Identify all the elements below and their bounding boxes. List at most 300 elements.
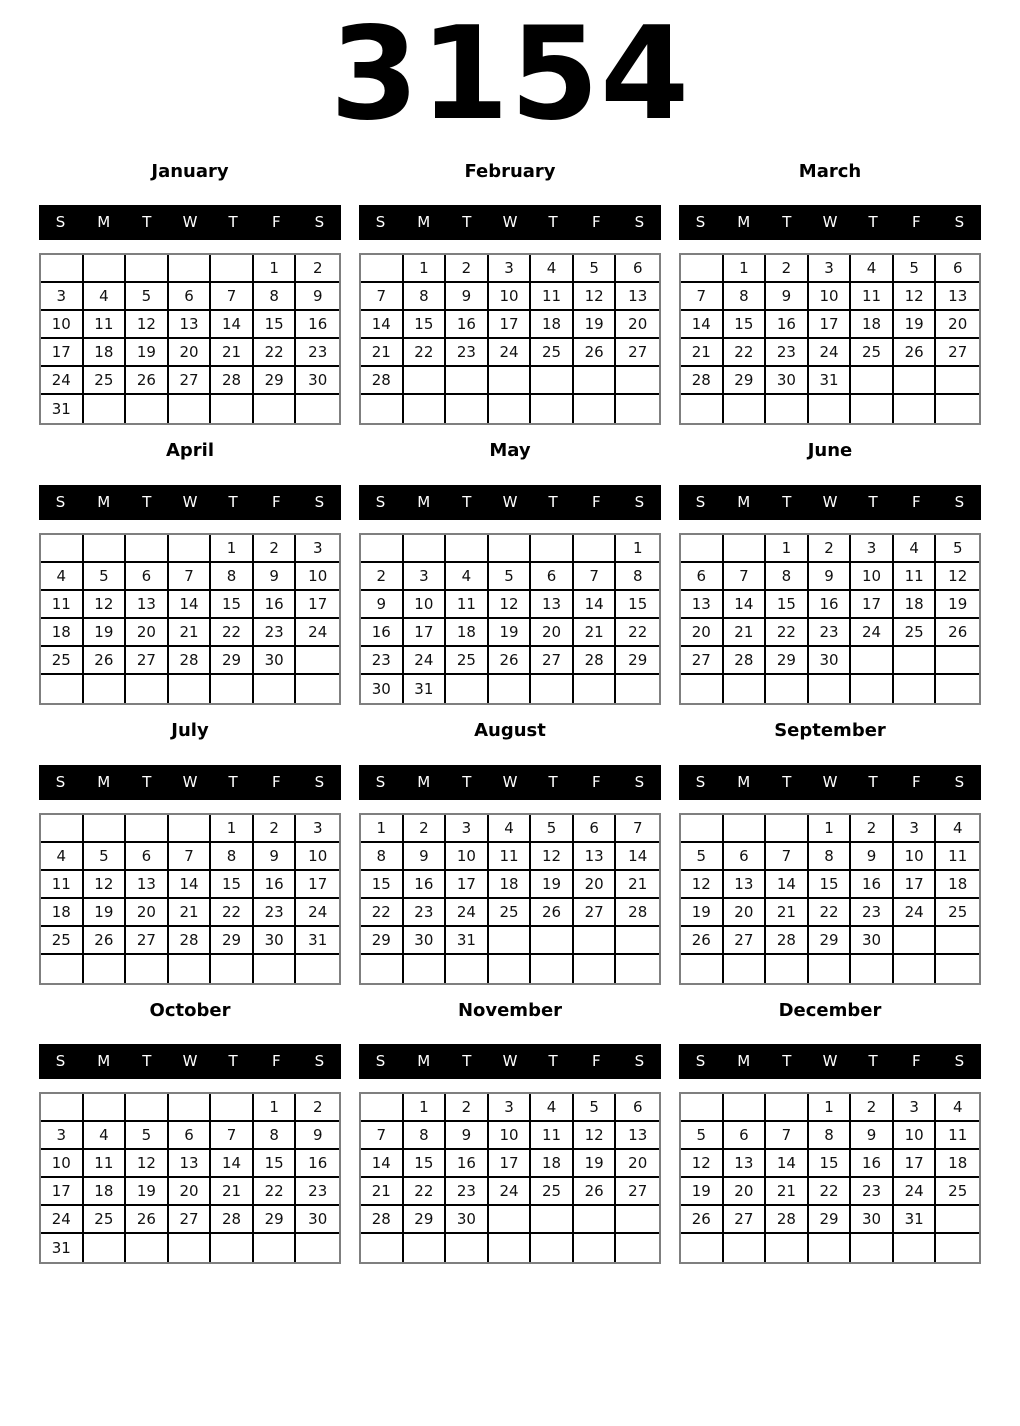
date-cell: 12 xyxy=(84,871,127,899)
date-cell: 16 xyxy=(766,311,809,339)
date-cell: 8 xyxy=(211,843,254,871)
weekday-label: F xyxy=(271,1052,281,1071)
date-cell: 25 xyxy=(531,339,574,367)
empty-date-cell xyxy=(169,815,212,843)
date-cell: 1 xyxy=(404,255,447,283)
date-cell: 6 xyxy=(126,843,169,871)
date-cell: 30 xyxy=(254,927,297,955)
date-cell: 20 xyxy=(169,339,212,367)
date-cell: 10 xyxy=(446,843,489,871)
weekday-label: F xyxy=(271,213,281,232)
weekday-header-row xyxy=(39,765,341,800)
weekday-label: M xyxy=(97,213,111,232)
weekday-label: S xyxy=(695,492,706,511)
empty-date-cell xyxy=(574,927,617,955)
date-cell: 26 xyxy=(894,339,937,367)
empty-date-cell xyxy=(126,955,169,983)
weekday-label: M xyxy=(417,1052,431,1071)
date-cell: 18 xyxy=(489,871,532,899)
date-cell: 6 xyxy=(169,283,212,311)
date-cell: 7 xyxy=(574,563,617,591)
weekday-label: M xyxy=(97,1052,111,1071)
date-cell: 15 xyxy=(361,871,404,899)
date-cell: 23 xyxy=(809,619,852,647)
date-cell: 1 xyxy=(809,1094,852,1122)
weekday-label: M xyxy=(97,492,111,511)
date-cell: 10 xyxy=(809,283,852,311)
date-cell: 7 xyxy=(616,815,659,843)
empty-date-cell xyxy=(211,255,254,283)
empty-date-cell xyxy=(936,395,979,423)
date-cell: 26 xyxy=(126,367,169,395)
date-cell: 22 xyxy=(254,339,297,367)
weekday-label: S xyxy=(314,772,325,791)
date-cell: 15 xyxy=(211,591,254,619)
date-cell: 28 xyxy=(681,367,724,395)
weekday-label: M xyxy=(737,492,751,511)
date-cell: 31 xyxy=(894,1206,937,1234)
month-block xyxy=(679,1001,981,1265)
empty-date-cell xyxy=(404,535,447,563)
weekday-label: M xyxy=(417,213,431,232)
empty-date-cell xyxy=(894,367,937,395)
date-cell: 4 xyxy=(936,1094,979,1122)
date-cell: 10 xyxy=(296,563,339,591)
date-grid xyxy=(39,533,341,705)
date-cell: 17 xyxy=(446,871,489,899)
empty-date-cell xyxy=(126,535,169,563)
empty-date-cell xyxy=(254,395,297,423)
date-cell: 27 xyxy=(616,339,659,367)
empty-date-cell xyxy=(851,647,894,675)
empty-date-cell xyxy=(809,955,852,983)
empty-date-cell xyxy=(169,395,212,423)
weekday-label: T xyxy=(868,772,878,791)
empty-date-cell xyxy=(681,1094,724,1122)
date-cell: 1 xyxy=(361,815,404,843)
date-cell: 30 xyxy=(809,647,852,675)
date-cell: 21 xyxy=(616,871,659,899)
date-cell: 12 xyxy=(489,591,532,619)
date-cell: 9 xyxy=(446,1122,489,1150)
date-cell: 4 xyxy=(41,563,84,591)
date-cell: 1 xyxy=(211,535,254,563)
date-cell: 7 xyxy=(766,843,809,871)
date-cell: 25 xyxy=(84,1206,127,1234)
empty-date-cell xyxy=(894,1234,937,1262)
date-cell: 31 xyxy=(446,927,489,955)
date-cell: 18 xyxy=(936,1150,979,1178)
date-cell: 1 xyxy=(254,1094,297,1122)
empty-date-cell xyxy=(296,395,339,423)
month-block xyxy=(679,721,981,985)
date-cell: 21 xyxy=(211,339,254,367)
date-cell: 28 xyxy=(361,367,404,395)
date-cell: 4 xyxy=(936,815,979,843)
date-cell: 21 xyxy=(169,899,212,927)
weekday-label: S xyxy=(695,1052,706,1071)
date-cell: 20 xyxy=(574,871,617,899)
empty-date-cell xyxy=(936,1206,979,1234)
empty-date-cell xyxy=(616,675,659,703)
date-cell: 16 xyxy=(851,1150,894,1178)
empty-date-cell xyxy=(724,535,767,563)
empty-date-cell xyxy=(489,955,532,983)
date-cell: 8 xyxy=(809,1122,852,1150)
date-cell: 18 xyxy=(41,619,84,647)
weekday-label: T xyxy=(228,1052,238,1071)
date-cell: 30 xyxy=(766,367,809,395)
empty-date-cell xyxy=(126,255,169,283)
date-cell: 8 xyxy=(724,283,767,311)
empty-date-cell xyxy=(41,955,84,983)
date-cell: 4 xyxy=(531,255,574,283)
date-cell: 30 xyxy=(254,647,297,675)
date-cell: 27 xyxy=(169,1206,212,1234)
date-cell: 27 xyxy=(169,367,212,395)
date-cell: 20 xyxy=(531,619,574,647)
empty-date-cell xyxy=(936,927,979,955)
empty-date-cell xyxy=(211,675,254,703)
weekday-label: S xyxy=(954,492,965,511)
date-cell: 19 xyxy=(574,1150,617,1178)
empty-date-cell xyxy=(724,1094,767,1122)
date-cell: 27 xyxy=(531,647,574,675)
month-title: June xyxy=(807,440,853,462)
date-grid xyxy=(39,253,341,425)
date-cell: 29 xyxy=(616,647,659,675)
date-cell: 23 xyxy=(766,339,809,367)
date-cell: 10 xyxy=(851,563,894,591)
date-cell: 18 xyxy=(851,311,894,339)
date-cell: 29 xyxy=(361,927,404,955)
date-cell: 16 xyxy=(361,619,404,647)
weekday-header-row xyxy=(679,765,981,800)
empty-date-cell xyxy=(446,535,489,563)
date-cell: 24 xyxy=(851,619,894,647)
date-cell: 31 xyxy=(809,367,852,395)
empty-date-cell xyxy=(489,535,532,563)
date-cell: 11 xyxy=(84,1150,127,1178)
date-cell: 30 xyxy=(404,927,447,955)
date-cell: 14 xyxy=(211,1150,254,1178)
date-cell: 4 xyxy=(446,563,489,591)
date-cell: 1 xyxy=(766,535,809,563)
date-cell: 15 xyxy=(616,591,659,619)
weekday-label: W xyxy=(502,492,518,511)
empty-date-cell xyxy=(126,1094,169,1122)
date-cell: 12 xyxy=(574,283,617,311)
date-cell: 5 xyxy=(489,563,532,591)
date-cell: 26 xyxy=(489,647,532,675)
date-cell: 4 xyxy=(84,1122,127,1150)
date-cell: 8 xyxy=(616,563,659,591)
date-cell: 27 xyxy=(724,927,767,955)
weekday-label: W xyxy=(182,1052,198,1071)
date-cell: 18 xyxy=(936,871,979,899)
empty-date-cell xyxy=(724,675,767,703)
date-cell: 23 xyxy=(296,339,339,367)
empty-date-cell xyxy=(809,1234,852,1262)
empty-date-cell xyxy=(851,675,894,703)
empty-date-cell xyxy=(296,675,339,703)
empty-date-cell xyxy=(936,675,979,703)
date-cell: 12 xyxy=(894,283,937,311)
month-title: May xyxy=(489,440,531,462)
date-cell: 23 xyxy=(851,1178,894,1206)
date-cell: 2 xyxy=(809,535,852,563)
weekday-label: S xyxy=(634,1052,645,1071)
weekday-label: T xyxy=(142,492,152,511)
weekday-label: T xyxy=(462,772,472,791)
empty-date-cell xyxy=(489,675,532,703)
weekday-label: S xyxy=(954,772,965,791)
date-cell: 15 xyxy=(404,311,447,339)
date-cell: 21 xyxy=(361,1178,404,1206)
empty-date-cell xyxy=(489,395,532,423)
date-cell: 7 xyxy=(766,1122,809,1150)
date-cell: 20 xyxy=(616,311,659,339)
empty-date-cell xyxy=(531,367,574,395)
empty-date-cell xyxy=(574,1206,617,1234)
date-cell: 8 xyxy=(254,283,297,311)
weekday-label: T xyxy=(868,492,878,511)
empty-date-cell xyxy=(616,367,659,395)
weekday-label: S xyxy=(634,772,645,791)
date-cell: 26 xyxy=(531,899,574,927)
date-cell: 29 xyxy=(809,1206,852,1234)
weekday-label: T xyxy=(782,213,792,232)
empty-date-cell xyxy=(724,1234,767,1262)
date-cell: 5 xyxy=(574,255,617,283)
date-cell: 13 xyxy=(531,591,574,619)
date-cell: 2 xyxy=(296,255,339,283)
empty-date-cell xyxy=(361,955,404,983)
weekday-label: S xyxy=(695,772,706,791)
date-cell: 8 xyxy=(211,563,254,591)
weekday-label: F xyxy=(271,772,281,791)
date-cell: 25 xyxy=(41,647,84,675)
date-cell: 22 xyxy=(211,899,254,927)
month-title: November xyxy=(457,999,563,1021)
empty-date-cell xyxy=(809,395,852,423)
date-cell: 21 xyxy=(724,619,767,647)
date-cell: 6 xyxy=(681,563,724,591)
date-cell: 2 xyxy=(404,815,447,843)
date-cell: 16 xyxy=(809,591,852,619)
date-cell: 17 xyxy=(489,311,532,339)
date-cell: 10 xyxy=(894,1122,937,1150)
date-cell: 14 xyxy=(724,591,767,619)
date-cell: 12 xyxy=(681,1150,724,1178)
date-cell: 30 xyxy=(361,675,404,703)
empty-date-cell xyxy=(41,815,84,843)
date-cell: 2 xyxy=(766,255,809,283)
weekday-label: T xyxy=(462,1052,472,1071)
date-cell: 1 xyxy=(211,815,254,843)
weekday-label: W xyxy=(182,772,198,791)
date-cell: 14 xyxy=(681,311,724,339)
month-title: January xyxy=(151,160,229,182)
empty-date-cell xyxy=(446,395,489,423)
date-cell: 16 xyxy=(254,591,297,619)
weekday-label: S xyxy=(314,213,325,232)
date-cell: 19 xyxy=(574,311,617,339)
weekday-label: T xyxy=(868,1052,878,1071)
empty-date-cell xyxy=(84,1234,127,1262)
date-cell: 31 xyxy=(296,927,339,955)
date-cell: 11 xyxy=(936,843,979,871)
weekday-label: S xyxy=(954,213,965,232)
empty-date-cell xyxy=(361,535,404,563)
empty-date-cell xyxy=(489,367,532,395)
weekday-label: S xyxy=(375,492,386,511)
date-cell: 28 xyxy=(211,367,254,395)
date-cell: 5 xyxy=(84,563,127,591)
weekday-header-row xyxy=(359,1044,661,1079)
date-cell: 20 xyxy=(169,1178,212,1206)
date-cell: 24 xyxy=(296,899,339,927)
date-cell: 8 xyxy=(766,563,809,591)
empty-date-cell xyxy=(489,1234,532,1262)
date-cell: 2 xyxy=(446,1094,489,1122)
empty-date-cell xyxy=(894,675,937,703)
date-grid xyxy=(679,1092,981,1264)
empty-date-cell xyxy=(681,535,724,563)
date-cell: 14 xyxy=(766,1150,809,1178)
date-cell: 22 xyxy=(404,1178,447,1206)
date-grid xyxy=(679,813,981,985)
date-cell: 14 xyxy=(169,871,212,899)
date-cell: 14 xyxy=(361,311,404,339)
date-cell: 24 xyxy=(446,899,489,927)
month-block xyxy=(679,162,981,426)
empty-date-cell xyxy=(41,255,84,283)
empty-date-cell xyxy=(936,955,979,983)
weekday-label: T xyxy=(462,492,472,511)
weekday-header-row xyxy=(679,205,981,240)
date-grid xyxy=(359,533,661,705)
month-block xyxy=(39,162,341,426)
date-cell: 3 xyxy=(41,283,84,311)
empty-date-cell xyxy=(404,955,447,983)
weekday-label: W xyxy=(502,1052,518,1071)
date-cell: 27 xyxy=(126,927,169,955)
empty-date-cell xyxy=(169,535,212,563)
empty-date-cell xyxy=(574,367,617,395)
date-cell: 3 xyxy=(809,255,852,283)
date-cell: 26 xyxy=(84,647,127,675)
date-cell: 7 xyxy=(169,563,212,591)
empty-date-cell xyxy=(574,1234,617,1262)
date-cell: 13 xyxy=(574,843,617,871)
date-cell: 25 xyxy=(84,367,127,395)
date-cell: 3 xyxy=(851,535,894,563)
weekday-label: W xyxy=(502,772,518,791)
date-cell: 12 xyxy=(681,871,724,899)
date-cell: 9 xyxy=(254,843,297,871)
empty-date-cell xyxy=(681,955,724,983)
date-cell: 11 xyxy=(41,591,84,619)
date-grid xyxy=(359,1092,661,1264)
date-cell: 6 xyxy=(169,1122,212,1150)
date-cell: 24 xyxy=(41,367,84,395)
weekday-label: S xyxy=(375,1052,386,1071)
date-cell: 11 xyxy=(84,311,127,339)
date-cell: 21 xyxy=(766,899,809,927)
date-cell: 23 xyxy=(404,899,447,927)
date-cell: 28 xyxy=(574,647,617,675)
date-cell: 21 xyxy=(574,619,617,647)
date-cell: 11 xyxy=(41,871,84,899)
date-cell: 27 xyxy=(724,1206,767,1234)
empty-date-cell xyxy=(894,927,937,955)
date-cell: 9 xyxy=(361,591,404,619)
date-cell: 28 xyxy=(169,927,212,955)
date-cell: 5 xyxy=(126,1122,169,1150)
date-cell: 22 xyxy=(809,899,852,927)
empty-date-cell xyxy=(169,1094,212,1122)
date-cell: 18 xyxy=(41,899,84,927)
weekday-label: W xyxy=(182,213,198,232)
date-cell: 18 xyxy=(446,619,489,647)
empty-date-cell xyxy=(851,395,894,423)
date-cell: 31 xyxy=(41,395,84,423)
date-cell: 24 xyxy=(894,1178,937,1206)
empty-date-cell xyxy=(531,1234,574,1262)
month-title: December xyxy=(778,999,882,1021)
empty-date-cell xyxy=(531,955,574,983)
date-cell: 15 xyxy=(211,871,254,899)
weekday-label: W xyxy=(822,213,838,232)
empty-date-cell xyxy=(361,395,404,423)
weekday-label: S xyxy=(55,492,66,511)
date-cell: 5 xyxy=(681,843,724,871)
month-block xyxy=(39,441,341,705)
date-cell: 29 xyxy=(211,927,254,955)
empty-date-cell xyxy=(681,255,724,283)
date-cell: 5 xyxy=(894,255,937,283)
empty-date-cell xyxy=(766,955,809,983)
date-cell: 3 xyxy=(894,815,937,843)
empty-date-cell xyxy=(296,955,339,983)
weekday-label: F xyxy=(591,213,601,232)
date-cell: 22 xyxy=(766,619,809,647)
date-cell: 17 xyxy=(41,339,84,367)
date-cell: 18 xyxy=(894,591,937,619)
date-cell: 2 xyxy=(446,255,489,283)
weekday-label: S xyxy=(954,1052,965,1071)
empty-date-cell xyxy=(616,927,659,955)
weekday-label: S xyxy=(634,213,645,232)
month-block xyxy=(679,441,981,705)
empty-date-cell xyxy=(84,255,127,283)
empty-date-cell xyxy=(489,927,532,955)
date-cell: 30 xyxy=(851,927,894,955)
weekday-label: T xyxy=(228,213,238,232)
date-cell: 3 xyxy=(489,1094,532,1122)
year-title: 3154 xyxy=(329,0,691,149)
date-cell: 3 xyxy=(41,1122,84,1150)
weekday-label: M xyxy=(417,772,431,791)
date-cell: 16 xyxy=(404,871,447,899)
date-cell: 13 xyxy=(616,1122,659,1150)
date-cell: 11 xyxy=(851,283,894,311)
date-cell: 23 xyxy=(254,619,297,647)
empty-date-cell xyxy=(126,395,169,423)
empty-date-cell xyxy=(211,1094,254,1122)
weekday-label: S xyxy=(55,772,66,791)
